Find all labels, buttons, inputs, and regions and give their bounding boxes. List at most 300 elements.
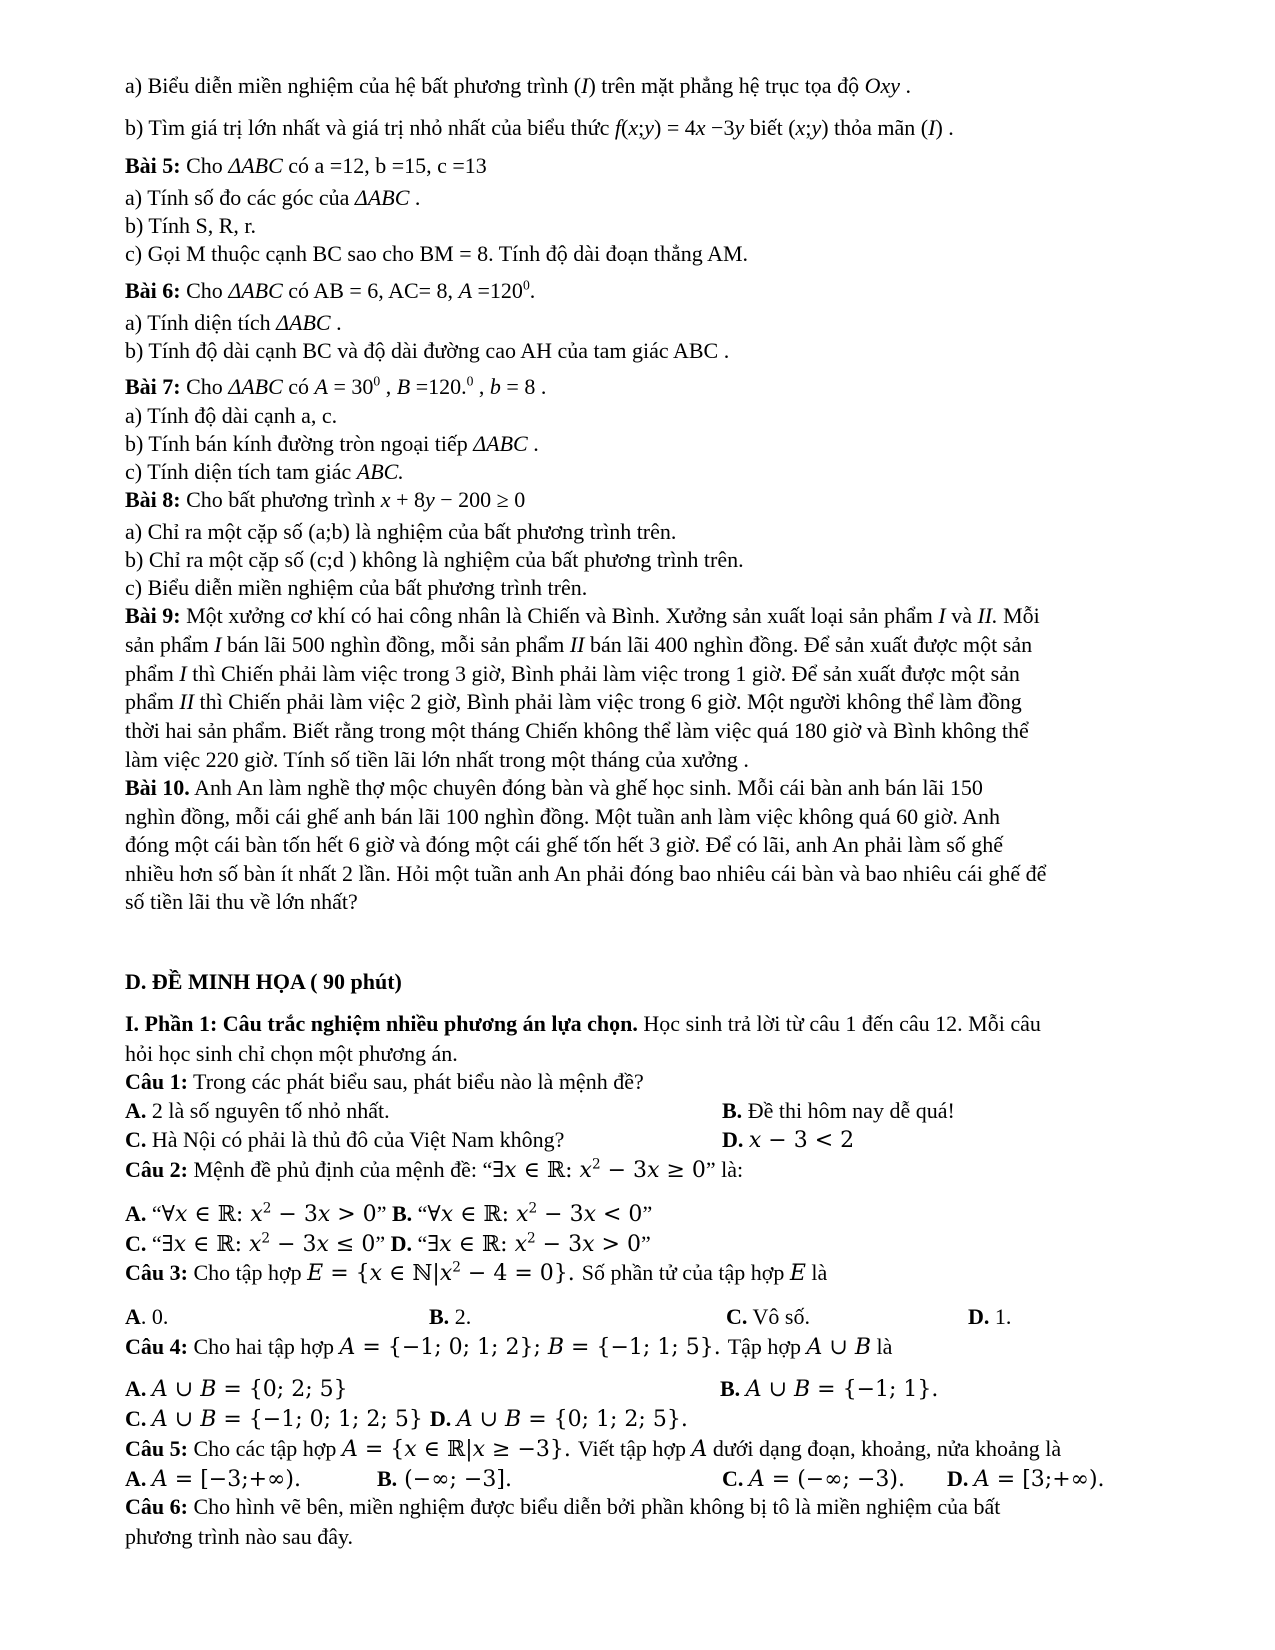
text-run: x [317, 1202, 331, 1227]
text-run: Cho [180, 374, 229, 399]
text-run: ; [805, 115, 812, 140]
text-run: C. [125, 1231, 147, 1256]
text-run: ≥ 0 [659, 1158, 706, 1183]
text-run: B [505, 1407, 522, 1432]
part-1-intro-1 [125, 1010, 1155, 1038]
bai-10-text-1 [125, 774, 1155, 802]
text-run: Mệnh đề phủ định của mệnh đề: “ [187, 1157, 493, 1182]
bai-9-text-2 [125, 631, 1155, 659]
text-run: x [440, 1202, 454, 1227]
text-run: = [3;+∞). [989, 1467, 1105, 1492]
bai-8-b [125, 546, 1155, 574]
text-run: B. [722, 1098, 743, 1123]
text-run: ∪ [822, 1335, 855, 1360]
text-run: Cho [180, 278, 229, 303]
text-run: A [314, 374, 328, 399]
text-run: x [504, 1158, 517, 1183]
text-run: x [579, 1158, 592, 1183]
text-run: b [489, 374, 501, 399]
bai-10-text-3 [125, 831, 1155, 859]
text-run: ∪ [472, 1407, 506, 1432]
text-run: và [945, 603, 978, 628]
cau-6-question-1 [125, 1493, 1155, 1521]
text-run: A [151, 1377, 168, 1402]
text-run: b) Tính S, R, r. [125, 213, 257, 238]
option-d [722, 1126, 854, 1155]
bai-5-b [125, 212, 1155, 240]
text-run: ∈ ℝ: [187, 1202, 251, 1227]
text-run: ∈ ℕ| [382, 1261, 440, 1286]
text-run: ∈ ℝ| [416, 1437, 473, 1462]
text-run: ΔABC [276, 310, 331, 335]
text-run: ” [640, 1231, 651, 1256]
text-run: x [316, 1232, 329, 1257]
text-run: A [125, 1304, 141, 1329]
text-run: C. [125, 1406, 147, 1431]
text-run: ∈ ℝ: [186, 1232, 249, 1257]
text-run: có a =12, b =15, c =13 [282, 153, 487, 178]
text-run: (−∞; −3]. [397, 1467, 512, 1492]
text-run: x [380, 487, 391, 512]
text-run: x [516, 1202, 529, 1227]
text-run: − 3 [537, 1202, 584, 1227]
option-b [429, 1303, 471, 1331]
option-b [377, 1465, 512, 1494]
bai-7-c [125, 458, 1155, 486]
text-run: B [396, 374, 411, 399]
cau-5-question [125, 1435, 1155, 1463]
text-run: x [748, 1128, 762, 1153]
text-run: II. [977, 603, 998, 628]
text-run: B [854, 1335, 872, 1360]
text-run: 0 [522, 277, 530, 293]
text-run: ∃ [427, 1232, 440, 1257]
bai-9-text-6 [125, 746, 1155, 774]
text-run: . 0. [140, 1304, 169, 1329]
text-run: A [151, 1467, 168, 1492]
text-run: Viết tập hợp [577, 1436, 692, 1461]
text-run: x [583, 1202, 597, 1227]
text-run: ; [638, 115, 645, 140]
text-run: D. [968, 1304, 990, 1329]
text-run: ∈ ℝ: [451, 1232, 515, 1257]
text-run: > 0 [594, 1232, 641, 1257]
text-run: B [200, 1377, 217, 1402]
text-run: A. [125, 1376, 147, 1401]
text-run: 0 [466, 373, 474, 389]
text-run: ) = 4 [654, 115, 696, 140]
text-run: Hà Nội có phải là thủ đô của Việt Nam không? [146, 1127, 565, 1152]
option-c [726, 1303, 810, 1331]
bai-6-heading [125, 277, 1155, 305]
text-run: ∪ [761, 1377, 794, 1402]
text-run: ∪ [167, 1377, 201, 1402]
cau-4-options-ab [125, 1375, 1155, 1403]
text-run: thì Chiến phải làm việc 2 giờ, Bình phải làm việc trong 6 giờ. Một người không thể làm đồng [194, 689, 1022, 714]
text-run: Cho tập hợp [187, 1260, 308, 1285]
bai-5-c [125, 240, 1155, 268]
text-run: ∃ [492, 1158, 505, 1183]
text-run: Câu 6: [125, 1494, 188, 1519]
cau-2-options-ab [125, 1200, 1155, 1228]
text-run: B. [377, 1466, 398, 1491]
text-run: II [179, 689, 195, 714]
text-run: A [745, 1377, 762, 1402]
text-run: = { [357, 1437, 405, 1462]
text-run: Cho hình vẽ bên, miền nghiệm được biểu diễn bởi phần không bị tô là miền nghiệm của bất [187, 1494, 1001, 1519]
text-run: c) Gọi M thuộc cạnh BC sao cho BM = 8. Tính độ dài đoạn thẳng AM. [125, 241, 749, 266]
option-a [125, 1097, 390, 1125]
text-run: số tiền lãi thu về lớn nhất? [125, 889, 358, 914]
text-run: A. [125, 1466, 147, 1491]
text-run: =120 [472, 278, 523, 303]
text-run: x [695, 115, 706, 140]
text-run: ∀ [427, 1202, 441, 1227]
cau-1-question [125, 1068, 1155, 1096]
text-run: 2 [528, 1200, 538, 1217]
bai-6-b [125, 337, 1155, 365]
text-run: I [214, 632, 222, 657]
option-d [968, 1303, 1011, 1331]
text-run: . [900, 73, 911, 98]
text-run: = (−∞; −3). [764, 1467, 905, 1492]
bai-5-a [125, 184, 1155, 212]
text-run: B [547, 1335, 565, 1360]
text-run: Oxy [864, 73, 900, 98]
text-run: I [928, 115, 936, 140]
text-run: f [614, 115, 622, 140]
text-run: ΔABC [228, 153, 283, 178]
text-run: . [529, 278, 536, 303]
text-run: Bài 9: [125, 603, 181, 628]
text-run: Cho các tập hợp [187, 1436, 342, 1461]
text-run: a) Tính diện tích [125, 310, 277, 335]
text-run: ” [375, 1231, 391, 1256]
cau-4-options-cd [125, 1405, 1155, 1433]
text-run: “ [146, 1201, 162, 1226]
part-b-line [125, 114, 1155, 142]
text-run: Anh An làm nghề thợ mộc chuyên đóng bàn và ghế học sinh. Mỗi cái bàn anh bán lãi 150 [189, 775, 983, 800]
text-run: ) trên mặt phẳng hệ trục tọa độ [588, 73, 865, 98]
text-run: Số phần tử của tập hợp [581, 1260, 790, 1285]
cau-6-question-2 [125, 1523, 1155, 1551]
text-run: x [174, 1202, 188, 1227]
text-run: II [569, 632, 585, 657]
text-run: A [458, 278, 473, 303]
text-run: = 8 . [500, 374, 547, 399]
text-run: A [456, 1407, 473, 1432]
text-run: 1. [989, 1304, 1012, 1329]
text-run: 0 [373, 373, 381, 389]
text-run: Cho hai tập hợp [187, 1334, 340, 1359]
text-run: x [582, 1232, 595, 1257]
text-run: . [409, 185, 421, 210]
document-content [125, 72, 1155, 1551]
bai-9-text-1 [125, 602, 1155, 630]
text-run: ∈ ℝ: [516, 1158, 580, 1183]
text-run: có [282, 374, 315, 399]
text-run: x [795, 115, 806, 140]
text-run: x [439, 1232, 452, 1257]
text-run: − 3 [271, 1202, 318, 1227]
text-run: Đề thi hôm nay dễ quá! [742, 1098, 955, 1123]
text-run: x [248, 1232, 262, 1257]
text-run: x [369, 1261, 383, 1286]
text-run: D. ĐỀ MINH HỌA ( 90 phút) [125, 969, 402, 994]
text-run: sản phẩm [125, 632, 215, 657]
text-run: A [691, 1437, 708, 1462]
bai-7-heading [125, 373, 1155, 401]
text-run: ∈ ℝ: [453, 1202, 517, 1227]
option-a [125, 1303, 168, 1331]
cau-3-question [125, 1259, 1155, 1287]
text-run: ΔABC [473, 431, 528, 456]
text-run: b) Tìm giá trị lớn nhất và giá trị nhỏ nhất của biểu thức [125, 115, 615, 140]
bai-7-a [125, 402, 1155, 430]
text-run: ” [642, 1201, 653, 1226]
cau-1-options-cd [125, 1126, 1155, 1154]
text-run: Bài 7: [125, 374, 181, 399]
text-run: Bài 6: [125, 278, 181, 303]
part-1-intro-2 [125, 1040, 1155, 1068]
text-run: A. [125, 1201, 147, 1226]
text-run: A [748, 1467, 765, 1492]
text-run: dưới dạng đoạn, khoảng, nửa khoảng là [707, 1436, 1062, 1461]
cau-5-options [125, 1465, 1155, 1493]
text-run: x [647, 1158, 660, 1183]
text-run: ΔABC [228, 278, 283, 303]
text-run: C. [726, 1304, 748, 1329]
text-run: bán lãi 500 nghìn đồng, mỗi sản phẩm [221, 632, 570, 657]
text-run: 2 [591, 1156, 601, 1173]
text-run: “ [412, 1201, 428, 1226]
text-run: làm việc 220 giờ. Tính số tiền lãi lớn nhất trong một tháng của xưởng . [125, 747, 749, 772]
text-run: Vô số. [747, 1304, 810, 1329]
text-run: ” [376, 1201, 392, 1226]
bai-6-a [125, 309, 1155, 337]
text-run: ) . [935, 115, 954, 140]
text-run: là [805, 1260, 828, 1285]
text-run: b) Tính bán kính đường tròn ngoại tiếp [125, 431, 474, 456]
text-run: A [806, 1335, 823, 1360]
text-run: x [404, 1437, 417, 1462]
option-a [125, 1465, 301, 1494]
bai-9-text-4 [125, 688, 1155, 716]
text-run: y [424, 487, 435, 512]
text-run: = {−1; 1}. [810, 1377, 939, 1402]
text-run: = {0; 2; 5} [216, 1377, 348, 1402]
text-run: B [794, 1377, 811, 1402]
text-run: Bài 5: [125, 153, 181, 178]
text-run: 2 [261, 1230, 271, 1247]
text-run: Một xưởng cơ khí có hai công nhân là Chiến và Bình. Xưởng sản xuất loại sản phẩm [180, 603, 939, 628]
text-run: 2 [262, 1200, 272, 1217]
text-run: = [−3;+∞). [167, 1467, 301, 1492]
cau-1-options-ab [125, 1097, 1155, 1125]
text-run: thời hai sản phẩm. Biết rằng trong một tháng Chiến không thể làm việc quá 180 giờ và Bình không thể [125, 718, 1029, 743]
text-run: ∃ [161, 1232, 174, 1257]
text-run: bán lãi 400 nghìn đồng. Để sản xuất được một sản [584, 632, 1033, 657]
text-run: B [200, 1407, 217, 1432]
text-run: Câu 1: [125, 1069, 188, 1094]
text-run: ( [621, 115, 629, 140]
text-run: I [179, 661, 187, 686]
option-d [947, 1465, 1105, 1494]
text-run: c) Tính diện tích tam giác [125, 459, 357, 484]
text-run: 2 [452, 1259, 461, 1276]
text-run: thì Chiến phải làm việc trong 3 giờ, Bình phải làm việc trong 1 giờ. Để sản xuất được một sản [186, 661, 1020, 686]
text-run: Cho [180, 153, 229, 178]
text-run: phương trình nào sau đây. [125, 1524, 354, 1549]
text-run: Mỗi [997, 603, 1040, 628]
text-run: A. [125, 1098, 147, 1123]
bai-10-text-2 [125, 803, 1155, 831]
text-run: . [527, 431, 539, 456]
text-run: ) thỏa mãn ( [821, 115, 929, 140]
text-run: Câu 2: [125, 1157, 188, 1182]
text-run: Tập hợp [727, 1334, 807, 1359]
text-run: B. [429, 1304, 450, 1329]
option-b [722, 1097, 955, 1125]
option-b [720, 1375, 938, 1404]
text-run: 2 [527, 1230, 536, 1247]
text-run: I [938, 603, 946, 628]
text-run: a) Chỉ ra một cặp số (a;b) là nghiệm của bất phương trình trên. [125, 519, 677, 544]
text-run: , [473, 374, 490, 399]
text-run: nhiều hơn số bàn ít nhất 2 lần. Hỏi một tuần anh An phải đóng bao nhiêu cái bàn và bao nhiêu cái ghế để [125, 861, 1047, 886]
text-run: , [380, 374, 397, 399]
text-run: Bài 10. [125, 775, 190, 800]
text-run: x [628, 115, 639, 140]
option-c [722, 1465, 905, 1494]
text-run: Trong các phát biểu sau, phát biểu nào là mệnh đề? [187, 1069, 644, 1094]
text-run: > 0 [330, 1202, 377, 1227]
text-run: x [173, 1232, 187, 1257]
bai-9-text-3 [125, 660, 1155, 688]
text-run: C. [722, 1466, 744, 1491]
text-run: ∪ [167, 1407, 201, 1432]
text-run: − 3 < 2 [761, 1128, 855, 1153]
text-run: . [330, 310, 342, 335]
text-run: = {−1; 1; 5}. [564, 1335, 728, 1360]
cau-2-question [125, 1156, 1155, 1184]
text-run: a) Tính số đo các góc của [125, 185, 355, 210]
text-run: “ [412, 1231, 428, 1256]
text-run: = { [323, 1261, 370, 1286]
text-run: Câu 3: [125, 1260, 188, 1285]
text-run: − 3 [600, 1158, 648, 1183]
cau-2-options-cd [125, 1230, 1155, 1258]
text-run: phẩm [125, 661, 180, 686]
text-run: − 200 ≥ 0 [434, 487, 526, 512]
cau-3-options [125, 1303, 1155, 1331]
text-run: Bài 8: [125, 487, 181, 512]
text-run: Học sinh trả lời từ câu 1 đến câu 12. Mỗi câu [637, 1011, 1041, 1036]
text-run: I. Phần 1: Câu trắc nghiệm nhiều phương án lựa chọn. [125, 1011, 638, 1036]
text-run: A [339, 1335, 356, 1360]
text-run: B. [391, 1201, 413, 1226]
text-run: Cho bất phương trình [180, 487, 381, 512]
option-a [125, 1375, 348, 1404]
text-run: −3 [705, 115, 735, 140]
text-run: y [734, 115, 745, 140]
text-run: ≥ −3}. [485, 1437, 578, 1462]
text-run: “ [146, 1231, 162, 1256]
text-run: = {−1; 0; 1; 2}; [355, 1335, 548, 1360]
bai-8-c [125, 574, 1155, 602]
text-run: c) Biểu diễn miền nghiệm của bất phương trình trên. [125, 575, 588, 600]
text-run: B. [720, 1376, 741, 1401]
text-run: D. [947, 1466, 969, 1491]
text-run: Câu 4: [125, 1334, 188, 1359]
bai-10-text-5 [125, 888, 1155, 916]
text-run: D. [722, 1127, 744, 1152]
cau-4-question [125, 1333, 1155, 1361]
section-d-heading [125, 968, 1155, 996]
text-run: x [250, 1202, 263, 1227]
option-c [125, 1126, 564, 1154]
text-run: − 4 = 0}. [460, 1261, 582, 1286]
text-run: a) Biểu diễn miền nghiệm của hệ bất phương trình ( [125, 73, 582, 98]
text-run: x [514, 1232, 528, 1257]
text-run: − 3 [535, 1232, 583, 1257]
bai-5-heading [125, 152, 1155, 180]
part-a-line [125, 72, 1155, 100]
text-run: ∀ [161, 1202, 175, 1227]
text-run: đóng một cái bàn tốn hết 6 giờ và đóng một cái ghế tốn hết 3 giờ. Để có lãi, anh An phải làm số ghế [125, 832, 1004, 857]
text-run: ΔABC [354, 185, 410, 210]
text-run: < 0 [596, 1202, 643, 1227]
text-run: E [789, 1261, 806, 1286]
text-run: =120. [410, 374, 467, 399]
text-run: C. [125, 1127, 147, 1152]
text-run: = {−1; 0; 1; 2; 5} [216, 1407, 430, 1432]
text-run: A [973, 1467, 990, 1492]
text-run: + 8 [390, 487, 425, 512]
text-run: = {0; 1; 2; 5}. [521, 1407, 688, 1432]
text-run: nghìn đồng, mỗi cái ghế anh bán lãi 100 nghìn đồng. Một tuần anh làm việc không quá 60 giờ. Anh [125, 804, 1001, 829]
text-run: D. [390, 1231, 412, 1256]
bai-9-text-5 [125, 717, 1155, 745]
text-run: = 30 [328, 374, 374, 399]
text-run: có AB = 6, AC= 8, [282, 278, 459, 303]
text-run: A [151, 1407, 168, 1432]
text-run: y [644, 115, 655, 140]
text-run: ≤ 0 [328, 1232, 376, 1257]
text-run: là [871, 1334, 893, 1359]
text-run: biết ( [744, 115, 796, 140]
text-run: Câu 5: [125, 1436, 188, 1461]
text-run: 2 là số nguyên tố nhỏ nhất. [146, 1098, 390, 1123]
text-run: − 3 [270, 1232, 317, 1257]
text-run: a) Tính độ dài cạnh a, c. [125, 403, 338, 428]
text-run: I [581, 73, 589, 98]
text-run: b) Chỉ ra một cặp số (c;d ) không là nghiệm của bất phương trình trên. [125, 547, 744, 572]
text-run: E [307, 1261, 324, 1286]
bai-7-b [125, 430, 1155, 458]
text-run: x [472, 1437, 486, 1462]
text-run: ABC. [356, 459, 404, 484]
text-run: A [341, 1437, 358, 1462]
text-run: D. [429, 1406, 452, 1431]
text-run: 2. [449, 1304, 472, 1329]
text-run: ΔABC [228, 374, 283, 399]
text-run: b) Tính độ dài cạnh BC và độ dài đường cao AH của tam giác ABC . [125, 338, 730, 363]
text-run: y [811, 115, 822, 140]
bai-10-text-4 [125, 860, 1155, 888]
text-run: ” là: [705, 1157, 744, 1182]
bai-8-heading [125, 486, 1155, 514]
